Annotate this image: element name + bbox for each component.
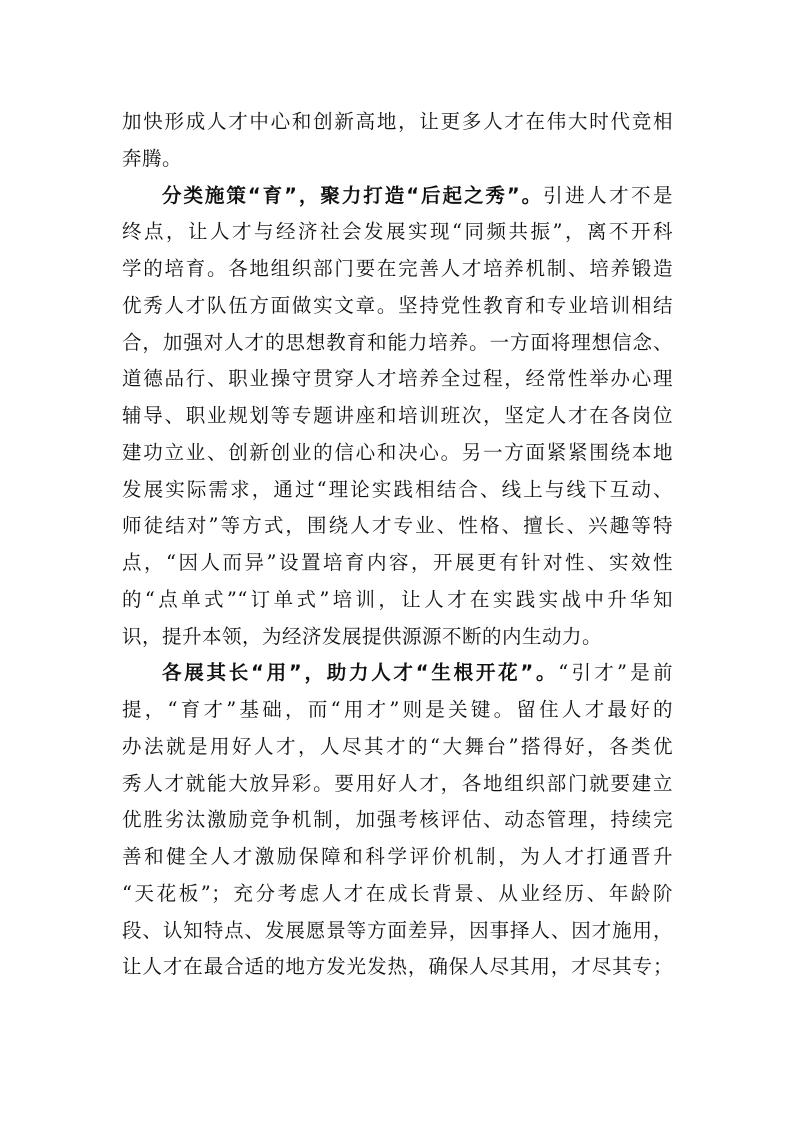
line-text: 秀人才就能大放异彩。要用好人才，各地组织部门就要建立	[122, 771, 673, 795]
line-text: 办法就是用好人才，人尽其才的“大舞台”搭得好，各类优	[122, 734, 673, 758]
text-line	[122, 141, 673, 178]
line-text: 段、认知特点、发展愿景等方面差异，因事择人、因才施用，	[122, 918, 673, 942]
text-line	[122, 876, 673, 913]
text-line	[122, 619, 673, 656]
line-text: 提，“育才”基础，而“用才”则是关键。留住人才最好的	[122, 698, 673, 721]
text-line	[122, 472, 673, 509]
line-text: 道德品行、职业操守贯穿人才培养全过程，经常性举办心理	[122, 367, 673, 391]
line-text: 引进人才不是	[543, 183, 673, 207]
text-line	[122, 435, 673, 472]
line-text: 善和健全人才激励保障和科学评价机制，为人才打通晋升	[122, 845, 673, 868]
line-text: 优胜劣汰激励竞争机制，加强考核评估、动态管理，持续完	[122, 808, 673, 832]
text-line	[122, 913, 673, 950]
document-body	[122, 104, 673, 986]
section-heading: 分类施策“育”，聚力打造“后起之秀”。	[162, 183, 544, 207]
text-line	[122, 729, 673, 766]
line-text: 辅导、职业规划等专题讲座和培训班次，坚定人才在各岗位	[122, 404, 673, 427]
text-line	[122, 325, 673, 362]
section-heading: 各展其长“用”，助力人才“生根开花”。	[162, 661, 559, 685]
line-text: 学的培育。各地组织部门要在完善人才培养机制、培养锻造	[122, 257, 673, 280]
text-line	[122, 802, 673, 839]
text-line	[122, 288, 673, 325]
text-line	[122, 692, 673, 729]
text-line	[122, 214, 673, 251]
text-line	[122, 398, 673, 435]
line-text: 优秀人才队伍方面做实文章。坚持党性教育和专业培训相结	[122, 293, 673, 317]
line-text: 终点，让人才与经济社会发展实现“同频共振”，离不开科	[122, 220, 673, 244]
text-line	[122, 104, 673, 141]
text-line	[122, 766, 673, 803]
text-line	[122, 361, 673, 398]
line-text: “引才”是前	[558, 661, 673, 685]
line-text: “天花板”；充分考虑人才在成长背景、从业经历、年龄阶	[122, 881, 673, 905]
text-line	[122, 949, 673, 986]
line-text: 加快形成人才中心和创新高地，让更多人才在伟大时代竞相	[122, 110, 673, 133]
line-text: 师徒结对”等方式，围绕人才专业、性格、擅长、兴趣等特	[122, 514, 673, 538]
text-line	[122, 545, 673, 582]
line-text: 点，“因人而异”设置培育内容，开展更有针对性、实效性	[122, 551, 673, 574]
text-line	[122, 582, 673, 619]
text-line	[122, 839, 673, 876]
line-text: 识，提升本领，为经济发展提供源源不断的内生动力。	[122, 624, 603, 648]
paragraph-heading-line	[122, 655, 673, 692]
line-text: 合，加强对人才的思想教育和能力培养。一方面将理想信念、	[122, 330, 673, 354]
line-text: 让人才在最合适的地方发光发热，确保人尽其用，才尽其专；	[122, 955, 673, 979]
line-text: 建功立业、创新创业的信心和决心。另一方面紧紧围绕本地	[122, 440, 673, 464]
text-line	[122, 251, 673, 288]
line-text: 发展实际需求，通过“理论实践相结合、线上与线下互动、	[122, 477, 673, 501]
paragraph-heading-line	[122, 178, 673, 215]
line-text: 的“点单式”“订单式”培训，让人才在实践实战中升华知	[122, 587, 673, 611]
line-text: 奔腾。	[122, 146, 183, 170]
text-line	[122, 508, 673, 545]
